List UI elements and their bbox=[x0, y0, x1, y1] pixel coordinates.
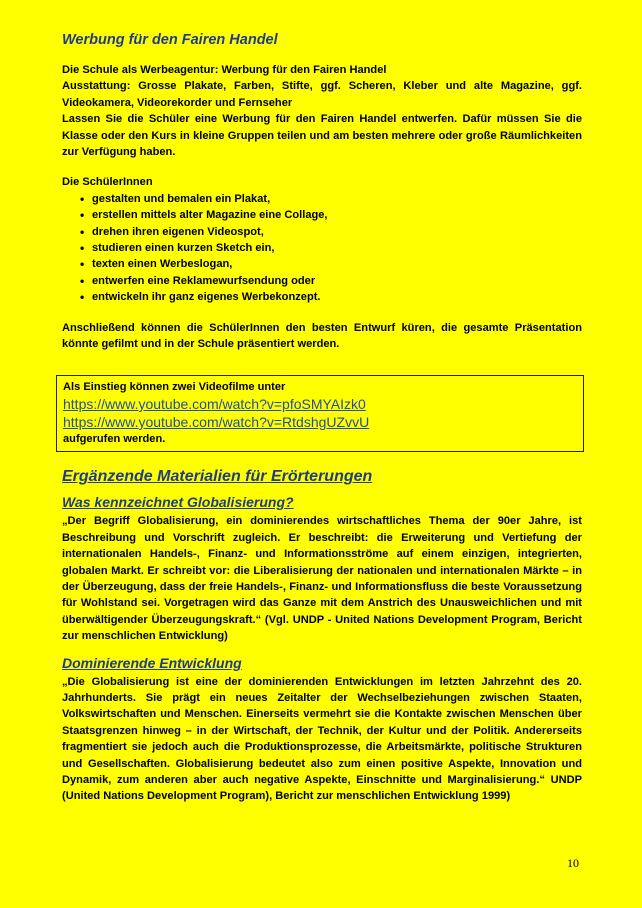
page-content bbox=[62, 32, 582, 805]
intro-line-instructions: Lassen Sie die Schüler eine Werbung für den Fairen Handel entwerfen. Dafür müssen Sie die Klasse oder den Kurs in kleine Gruppen teilen und am besten mehrere oder große Räumlichkeiten zur Verfügung haben. bbox=[62, 113, 582, 159]
list-item: • drehen ihren eigenen Videospot, bbox=[92, 224, 582, 240]
subsection-title-entwicklung: Dominierende Entwicklung bbox=[62, 654, 242, 671]
list-item: • entwerfen eine Reklamewurfsendung oder bbox=[92, 273, 582, 289]
page-number: 10 bbox=[567, 856, 579, 870]
closing-paragraph: Anschließend können die SchülerInnen den besten Entwurf küren, die gesamte Präsentation könnte gefilmt und in der Schule präsentiert werden. bbox=[62, 321, 582, 351]
list-item: • studieren einen kurzen Sketch ein, bbox=[92, 240, 582, 256]
quote-entwicklung: „Die Globalisierung ist eine der dominierenden Entwicklungen im letzten Jahrzehnt des 20. Jahrhunderts. Sie prägt ein neues Zeitalter der Wechselbeziehungen zwischen Staaten, Volkswirtschaften und Menschen. Einerseits vermehrt sie die Kontakte zwischen Menschen über Staatsgrenzen hinweg – in der Wirtschaft, der Technik, der Kultur und der Politik. Andererseits fragmentiert sie jedoch auch die Produktionsprozesse, die Arbeitsmärkte, politische Strukturen und Gesellschaften. Globalisierung bedeutet also zum einen positive Aspekte, Innovation und Dynamik, zum anderen aber auch negative Aspekte, Einschnitte und Marginalisierung.“ UNDP (United Nations Development Program), Bericht zur menschlichen Entwicklung 1999) bbox=[62, 675, 582, 803]
intro-line-1: Die Schule als Werbeagentur: Werbung für den Fairen Handel bbox=[62, 64, 387, 76]
activity-list bbox=[62, 191, 582, 306]
list-item: • entwickeln ihr ganz eigenes Werbekonzept. bbox=[92, 289, 582, 305]
list-item: • erstellen mittels alter Magazine eine Collage, bbox=[92, 207, 582, 223]
video-box-intro: Als Einstieg können zwei Videofilme unter bbox=[63, 380, 286, 393]
video-link-2[interactable]: https://www.youtube.com/watch?v=RtdshgUZvvU bbox=[63, 413, 370, 430]
intro-line-equipment: Ausstattung: Grosse Plakate, Farben, Stifte, ggf. Scheren, Kleber und alte Magazine, ggf. Videokamera, Videorekorder und Fernseher bbox=[62, 80, 582, 109]
list-item: • texten einen Werbeslogan, bbox=[92, 256, 582, 272]
quote-globalisierung: „Der Begriff Globalisierung, ein dominierendes wirtschaftliches Thema der 90er Jahre, ist Beschreibung und Vorschrift zugleich. Er beschreibt: die Erweiterung und Vertiefung der internationalen Handels-, Finanz- und Informationsströme auf einem einzigen, integrierten, globalen Markt. Er schreibt vor: die Liberalisierung der nationalen und internationalen Märkte – in der Überzeugung, dass der freie Handels-, Finanz- und Informationsfluss die beste Voraussetzung für Wohlstand sei. Vorgetragen wird das Ganze mit dem Anstrich des Unausweichlichen und mit überwältigender Überzeugungskraft.“ (Vgl. UNDP - United Nations Development Program, Bericht zur menschlichen Entwicklung) bbox=[62, 515, 582, 643]
list-item: • gestalten und bemalen ein Plakat, bbox=[92, 191, 582, 207]
section-title-werbung: Werbung für den Fairen Handel bbox=[62, 32, 278, 48]
subsection-title-globalisierung: Was kennzeichnet Globalisierung? bbox=[62, 494, 294, 511]
video-link-1[interactable]: https://www.youtube.com/watch?v=pfoSMYAIzk0 bbox=[63, 395, 366, 412]
video-box bbox=[56, 375, 584, 453]
list-intro: Die SchülerInnen bbox=[62, 176, 153, 189]
section-title-materialien: Ergänzende Materialien für Erörterungen bbox=[62, 468, 373, 486]
video-box-outro: aufgerufen werden. bbox=[63, 432, 166, 445]
